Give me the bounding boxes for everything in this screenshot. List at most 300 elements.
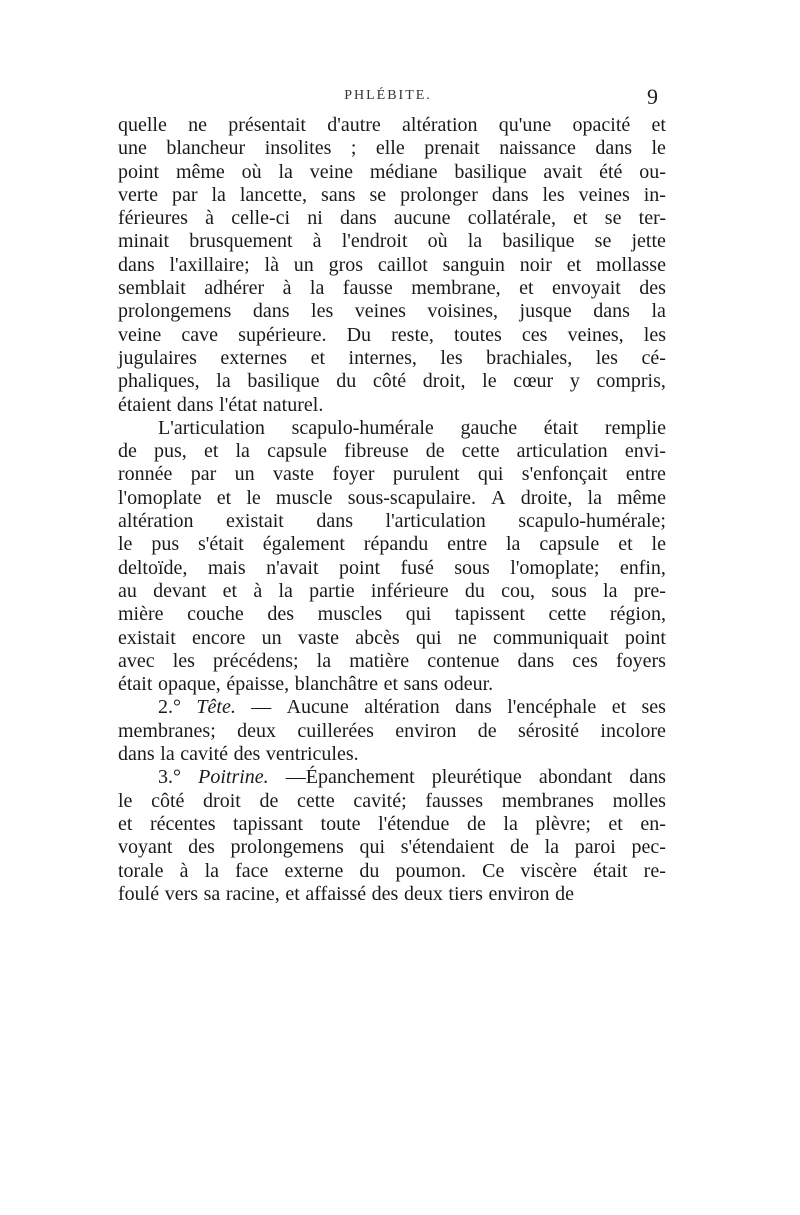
word: basilique [502, 230, 575, 253]
word: opacité [572, 114, 631, 136]
word: mais [207, 556, 246, 579]
word: l'articulation [385, 510, 486, 533]
word: à [253, 579, 263, 602]
word: dans [593, 300, 630, 323]
word: vaste [297, 626, 339, 649]
word: qui [405, 603, 432, 626]
word: l'étendue [378, 812, 450, 835]
word: capsule [267, 440, 328, 463]
word: avec [118, 649, 155, 672]
word: altération [364, 696, 440, 719]
word: deux [237, 719, 276, 742]
word: côté [151, 789, 185, 812]
text-line [118, 696, 666, 719]
word: par [171, 183, 198, 206]
word: existait [226, 510, 284, 533]
word: torale [118, 859, 164, 882]
word: au [118, 579, 137, 602]
word: ses [641, 696, 666, 719]
word: racine, [225, 882, 280, 905]
word: se [594, 230, 612, 253]
word: foyers [615, 649, 666, 672]
text-line [118, 790, 666, 813]
word: ne [457, 626, 477, 649]
word: et [118, 812, 133, 835]
word: l'omoplate; [510, 556, 600, 579]
word: férieures [118, 207, 188, 230]
word: lancette, [239, 183, 308, 206]
word: s'enfonçait [521, 463, 608, 486]
word: dans [629, 766, 666, 789]
word: tapissent [454, 603, 525, 626]
word: sous [551, 579, 587, 602]
text-line [118, 836, 666, 859]
word: par [190, 463, 217, 486]
word: épaisse, [226, 673, 290, 696]
text-line [118, 161, 666, 184]
word: mière [118, 603, 164, 626]
word: existait [118, 626, 176, 649]
word: quelle [118, 114, 167, 136]
word: la [503, 812, 518, 835]
word: la [603, 579, 618, 602]
word: l'état [219, 393, 258, 416]
word: inférieure [370, 579, 449, 602]
word: s'était [198, 533, 244, 556]
word: le [246, 486, 261, 509]
word: le [651, 137, 666, 160]
word: toutes [454, 323, 502, 346]
running-title: PHLÉBITE. [344, 88, 432, 103]
word: de [510, 836, 529, 859]
word: membranes; [118, 719, 216, 742]
word: et [519, 277, 534, 300]
text-line [118, 207, 666, 230]
word: membranes [501, 789, 594, 812]
word: dans [176, 393, 214, 416]
word: cé- [641, 346, 666, 369]
word: pus [151, 533, 180, 556]
word: pec- [631, 836, 666, 859]
word: voyant [118, 836, 173, 859]
paragraph-3 [118, 696, 666, 766]
word: deux [403, 882, 443, 905]
word: elle [375, 137, 405, 160]
word: présentait [228, 114, 306, 136]
word: reste, [391, 323, 434, 346]
word: naturel. [262, 393, 324, 416]
word: compris, [596, 370, 666, 393]
word: un [234, 463, 255, 486]
word: foulé [118, 882, 160, 905]
word: un [293, 253, 314, 276]
word: jusque [519, 300, 572, 323]
word: dans [118, 743, 155, 766]
word: là [264, 253, 279, 276]
word: en- [640, 812, 666, 835]
word: dans [316, 510, 353, 533]
word: Aucune [286, 696, 349, 719]
word: ou- [639, 160, 666, 183]
word: muscle [275, 486, 333, 509]
word: cette [296, 789, 335, 812]
word: poumon. [395, 859, 467, 882]
text-line [118, 417, 666, 440]
word: basilique [454, 160, 527, 183]
word: prenait [424, 137, 480, 160]
word: point [624, 626, 666, 649]
word: de [477, 719, 497, 742]
word: environ [395, 719, 457, 742]
word: verte [118, 183, 158, 206]
word: et [222, 579, 238, 602]
word: externes [220, 346, 288, 369]
word: qui [415, 626, 442, 649]
word: mollasse [595, 253, 666, 276]
text-line [118, 114, 666, 137]
word: sérosité [517, 719, 580, 742]
text-line [118, 370, 666, 393]
word: altération [402, 114, 478, 136]
word: voisines, [427, 300, 498, 323]
word: scapulo-humérale [291, 416, 434, 439]
text-line [118, 184, 666, 207]
word: et [651, 114, 666, 136]
text-line [118, 137, 666, 160]
word: et [608, 812, 623, 835]
word: qui [477, 463, 504, 486]
word: dans [118, 253, 155, 276]
word: dans [455, 696, 492, 719]
word: ni [307, 207, 323, 230]
word: veines [354, 300, 406, 323]
word: envi- [624, 440, 666, 463]
word: caillot [377, 253, 428, 276]
word: cœur [513, 370, 554, 393]
word: étaient [118, 393, 172, 416]
word: ; [350, 137, 357, 160]
text-line [118, 230, 666, 253]
word: à [179, 859, 189, 882]
word: semblait [118, 277, 186, 300]
paragraph-2 [118, 417, 666, 697]
word: les [440, 346, 463, 369]
word: pleurétique [431, 766, 522, 789]
word: sans [321, 183, 356, 206]
word: blancheur [166, 137, 246, 160]
word: était [593, 859, 628, 882]
word: pre- [633, 579, 666, 602]
word: fibreuse [344, 440, 409, 463]
word: de [118, 440, 137, 463]
word: la [160, 743, 175, 766]
word: n'avait [266, 556, 319, 579]
paragraph-1 [118, 114, 666, 417]
word: cave [181, 323, 219, 346]
word: et [383, 673, 399, 696]
text-line [118, 720, 666, 743]
body-text [118, 114, 666, 906]
text-line [118, 394, 666, 417]
word: articulation [516, 440, 608, 463]
word: droite, [520, 486, 573, 509]
word: vaste [272, 463, 315, 486]
word: re- [643, 859, 666, 882]
word: ter- [638, 207, 666, 230]
word: et [285, 882, 300, 905]
word: était [118, 673, 153, 696]
word: l'omoplate [118, 486, 202, 509]
word: dans [252, 300, 290, 323]
word: les [311, 300, 334, 323]
text-line [118, 860, 666, 883]
text-line [118, 580, 666, 603]
word: le [118, 533, 133, 556]
section-number: 3.° [158, 766, 181, 789]
word: internes, [348, 346, 417, 369]
word: veines [578, 183, 630, 206]
word: scapulo-humérale; [518, 510, 666, 533]
running-header [118, 84, 658, 112]
word: ronnée [118, 463, 173, 486]
word: altération [118, 510, 194, 533]
word: jette [631, 230, 666, 253]
text-line [118, 300, 666, 323]
word: paroi [574, 836, 616, 859]
word: la [204, 859, 220, 882]
text-line [118, 487, 666, 510]
word: été [599, 160, 623, 183]
word: point [118, 160, 160, 183]
word: matière [349, 649, 410, 672]
word: opaque, [158, 673, 221, 696]
text-line [118, 766, 666, 789]
word: Ce [482, 859, 505, 882]
word: point [338, 556, 381, 579]
text-line [118, 650, 666, 673]
word: des [188, 836, 215, 859]
word: molles [612, 789, 666, 812]
word: jugulaires [118, 346, 197, 369]
text-line [118, 463, 666, 486]
word: l'encéphale [507, 696, 597, 719]
word: cette [461, 440, 500, 463]
word: les [542, 183, 565, 206]
word: environ [488, 882, 550, 905]
word: sa [203, 882, 221, 905]
word: sous [454, 556, 490, 579]
word: du [336, 370, 357, 393]
word: où [427, 230, 448, 253]
word: même [175, 160, 225, 183]
word: brachiales, [486, 346, 573, 369]
page-number: 9 [647, 84, 658, 109]
text-line [118, 603, 666, 626]
text-line [118, 277, 666, 300]
word: — [251, 696, 272, 719]
word: L'articulation [158, 416, 265, 439]
word: abondant [538, 766, 613, 789]
word: pus, [154, 440, 187, 463]
section-heading: Poitrine. [198, 766, 269, 789]
section-heading: Tête. [196, 696, 236, 719]
paragraph-4 [118, 766, 666, 906]
word: se [604, 207, 622, 230]
word: qu'une [498, 114, 552, 136]
word: de [466, 812, 486, 835]
word: veine [309, 160, 353, 183]
word: affaissé [305, 882, 367, 905]
word: dans [517, 649, 555, 672]
word: l'axillaire; [169, 253, 250, 276]
word: la [544, 836, 560, 859]
word: fausse [342, 277, 393, 300]
word: devant [153, 579, 207, 602]
word: tapissant [233, 812, 304, 835]
word: la [316, 649, 332, 672]
word: précédens; [213, 649, 299, 672]
word: prolongemens [230, 836, 344, 859]
word: était [543, 416, 579, 439]
word: purulent [392, 463, 460, 486]
word: noir [519, 253, 552, 276]
word: blanchâtre [294, 673, 379, 696]
word: même [617, 486, 666, 509]
text-line [118, 533, 666, 556]
word: A [491, 486, 506, 509]
word: encore [192, 626, 246, 649]
word: à [282, 277, 292, 300]
word: et [310, 346, 326, 369]
word: prolongemens [118, 300, 232, 323]
word: médiane [369, 160, 438, 183]
text-line [118, 813, 666, 836]
text-line [118, 557, 666, 580]
word: droit, [422, 370, 466, 393]
word: —Épanchement [285, 766, 415, 789]
word: minait [118, 230, 170, 253]
word: vers [164, 882, 199, 905]
section-number: 2.° [158, 696, 181, 719]
word: cavité [180, 743, 229, 766]
word: un [261, 626, 282, 649]
text-line [118, 627, 666, 650]
word: ne [188, 114, 207, 136]
word: sous-scapulaire. [347, 486, 476, 509]
word: dans [340, 207, 377, 230]
word: abcès [355, 626, 400, 649]
text-line [118, 510, 666, 533]
word: envoyait [551, 277, 621, 300]
word: les [595, 346, 618, 369]
word: à [205, 207, 215, 230]
word: avait [543, 160, 583, 183]
word: la [235, 440, 250, 463]
word: et [573, 207, 588, 230]
word: et [566, 253, 582, 276]
word: remplie [604, 416, 666, 439]
text-line [118, 324, 666, 347]
word: aucune [393, 207, 451, 230]
word: la [587, 486, 602, 509]
word: cou, [501, 579, 535, 602]
word: les [172, 649, 195, 672]
word: ces [572, 649, 598, 672]
word: adhérer [204, 277, 265, 300]
word: foyer [332, 463, 375, 486]
word: celle-ci [231, 207, 291, 230]
word: plèvre; [535, 812, 591, 835]
word: se [369, 183, 387, 206]
word: basilique [247, 370, 320, 393]
word: la [505, 533, 521, 556]
word: qui [359, 836, 386, 859]
word: partie [309, 579, 355, 602]
word: odeur. [443, 673, 494, 696]
word: récentes [149, 812, 216, 835]
text-line [118, 743, 666, 766]
word: gros [328, 253, 364, 276]
word: membrane, [411, 277, 501, 300]
word: la [278, 160, 293, 183]
word: le [482, 370, 497, 393]
text-line [118, 440, 666, 463]
word: où [241, 160, 262, 183]
word: gauche [460, 416, 518, 439]
word: phaliques, [118, 370, 200, 393]
word: cette [548, 603, 587, 626]
word: droit [203, 789, 241, 812]
word: le [651, 533, 666, 556]
word: entre [625, 463, 666, 486]
word: à [312, 230, 322, 253]
word: la [278, 579, 293, 602]
word: veines, [567, 323, 624, 346]
word: une [118, 137, 147, 160]
word: dans [595, 137, 632, 160]
word: la [651, 300, 666, 323]
word: des [233, 743, 261, 766]
word: toute [320, 812, 361, 835]
word: supérieure. [238, 323, 327, 346]
word: ces [521, 323, 548, 346]
word: communiquait [493, 626, 609, 649]
word: incolore [600, 719, 666, 742]
word: des [371, 882, 399, 905]
word: l'endroit [341, 230, 408, 253]
word: fusé [400, 556, 434, 579]
word: cavité; [353, 789, 407, 812]
word: collatérale, [467, 207, 556, 230]
word: s'étendaient [400, 836, 495, 859]
word: des [639, 277, 666, 300]
word: prolonger [400, 183, 478, 206]
word: les [643, 323, 666, 346]
word: insolites [264, 137, 332, 160]
word: d'autre [327, 114, 381, 136]
text-line [118, 254, 666, 277]
word: ventricules. [265, 743, 359, 766]
word: répandu [363, 533, 429, 556]
word: des [267, 603, 295, 626]
word: région, [609, 603, 666, 626]
word: entre [447, 533, 488, 556]
word: deltoïde, [118, 556, 188, 579]
word: y [569, 370, 580, 393]
word: et [611, 696, 627, 719]
text-line [118, 347, 666, 370]
word: de [555, 882, 575, 905]
